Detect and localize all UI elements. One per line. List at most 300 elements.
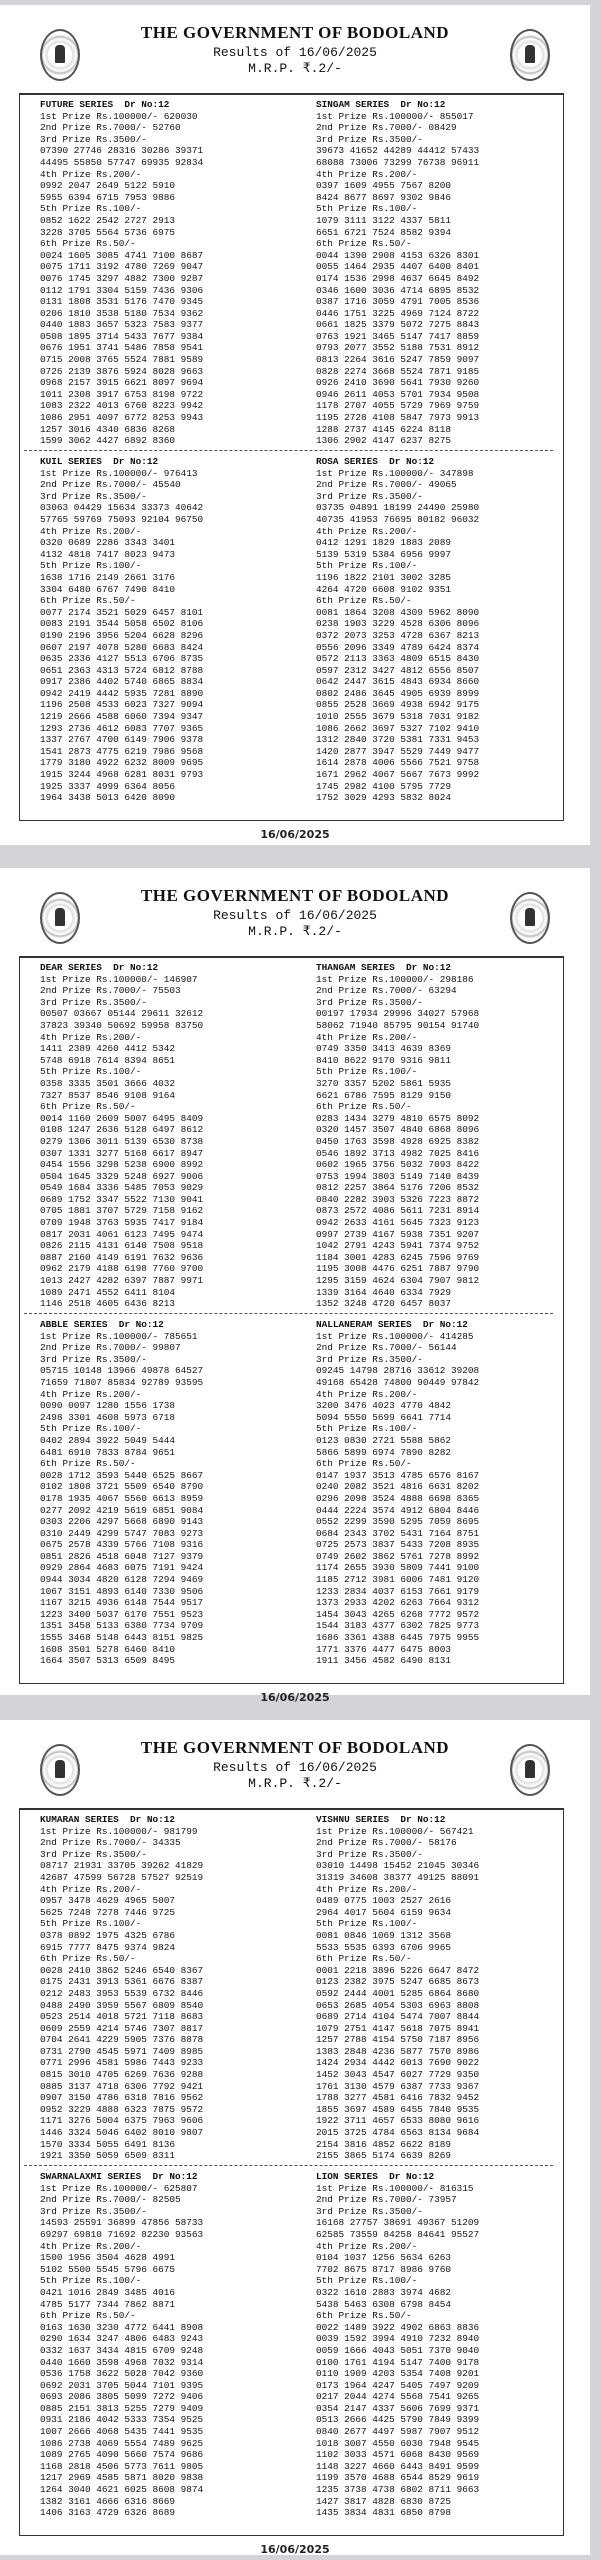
sixth-prize-numbers: 0450 1763 3598 4928 6925 8382 xyxy=(316,1135,480,1147)
sixth-prize-numbers: 1086 2662 3697 5327 7102 9410 xyxy=(316,722,480,734)
sixth-prize-numbers: 0320 1457 3507 4840 6868 8096 xyxy=(316,1124,480,1136)
fifth-prize-label: 5th Prize Rs.100/- xyxy=(40,203,142,215)
sixth-prize-numbers: 0513 2666 4425 5790 7849 9399 xyxy=(316,2414,480,2426)
sixth-prize-numbers: 0440 1660 3598 4968 7032 9314 xyxy=(40,2356,204,2368)
first-prize: 1st Prize Rs.100000/- 981799 xyxy=(40,1825,198,1837)
fourth-prize-label: 4th Prize Rs.200/- xyxy=(40,2240,142,2252)
third-prize-label: 3rd Prize Rs.3500/- xyxy=(316,133,423,145)
sixth-prize-numbers: 0446 1751 3225 4969 7124 8722 xyxy=(316,307,480,319)
sixth-prize-numbers: 0817 2031 4061 6123 7495 9474 xyxy=(40,1228,204,1240)
sixth-prize-numbers: 0488 2490 3959 5567 6809 8540 xyxy=(40,1999,204,2011)
sixth-prize-numbers: 0635 2336 4127 5513 6706 8735 xyxy=(40,653,204,665)
fifth-prize-numbers: 6481 6910 7833 8784 9651 xyxy=(40,1446,176,1458)
sixth-prize-numbers: 0173 1964 4247 5405 7497 9209 xyxy=(316,2379,480,2391)
fifth-prize-label: 5th Prize Rs.100/- xyxy=(316,1066,418,1078)
third-prize-numbers: 09245 14798 28716 33612 39208 xyxy=(316,1365,480,1377)
series-title: LION SERIES Dr No:12 xyxy=(316,2171,435,2182)
sixth-prize-numbers: 0931 2186 4042 5333 7354 9525 xyxy=(40,2414,204,2426)
sixth-prize-numbers: 0917 2386 4402 5740 6865 8834 xyxy=(40,676,204,688)
fifth-prize-numbers: 5866 5899 6974 7890 8282 xyxy=(316,1446,452,1458)
sixth-prize-numbers: 1086 2738 4069 5554 7489 9625 xyxy=(40,2437,204,2449)
first-prize: 1st Prize Rs.100000/- 146907 xyxy=(40,973,198,985)
sixth-prize-numbers: 1223 3400 5037 6170 7551 9523 xyxy=(40,1608,204,1620)
sixth-prize-numbers: 1351 3458 5133 6380 7734 9709 xyxy=(40,1620,204,1632)
results-table xyxy=(19,956,564,1684)
sixth-prize-numbers: 0692 2031 3705 5044 7101 9395 xyxy=(40,2379,204,2391)
third-prize-label: 3rd Prize Rs.3500/- xyxy=(40,996,147,1008)
series-title: ABBLE SERIES Dr No:12 xyxy=(40,1319,164,1330)
series-block-right xyxy=(316,962,479,1310)
sixth-prize-numbers: 0642 2447 3615 4843 6934 8660 xyxy=(316,676,480,688)
sixth-prize-numbers: 0715 2008 3765 5524 7881 9589 xyxy=(40,354,204,366)
third-prize-label: 3rd Prize Rs.3500/- xyxy=(316,1353,423,1365)
sixth-prize-numbers: 1352 3248 4720 6457 8037 xyxy=(316,1298,452,1310)
sixth-prize-numbers: 1167 3215 4936 6148 7544 9517 xyxy=(40,1597,204,1609)
sixth-prize-numbers: 0083 2191 3544 5058 6502 8106 xyxy=(40,618,204,630)
sixth-prize-numbers: 0753 1994 3803 5149 7140 8439 xyxy=(316,1170,480,1182)
sixth-prize-numbers: 0572 2113 3363 4809 6515 8430 xyxy=(316,653,480,665)
sixth-prize-numbers: 0296 2098 3524 4888 6698 8365 xyxy=(316,1492,480,1504)
fourth-prize-label: 4th Prize Rs.200/- xyxy=(40,1883,142,1895)
first-prize: 1st Prize Rs.100000/- 347898 xyxy=(316,467,474,479)
sixth-prize-numbers: 1264 3040 4621 6025 8608 9874 xyxy=(40,2484,204,2496)
series-title: VISHNU SERIES Dr No:12 xyxy=(316,1814,446,1825)
second-prize: 2nd Prize Rs.7000/- 82505 xyxy=(40,2194,181,2206)
sixth-prize-numbers: 1295 3159 4624 6304 7907 9812 xyxy=(316,1275,480,1287)
third-prize-numbers: 00507 03667 05144 29611 32612 xyxy=(40,1008,204,1020)
second-prize: 2nd Prize Rs.7000/- 75503 xyxy=(40,985,181,997)
sixth-prize-numbers: 0372 2073 3253 4728 6367 8213 xyxy=(316,629,480,641)
first-prize: 1st Prize Rs.100000/- 625807 xyxy=(40,2182,198,2194)
sixth-prize-numbers: 0283 1434 3279 4810 6575 8092 xyxy=(316,1112,480,1124)
sixth-prize-numbers: 0607 2197 4078 5280 6683 8424 xyxy=(40,641,204,653)
fourth-prize-label: 4th Prize Rs.200/- xyxy=(316,1388,418,1400)
sixth-prize-numbers: 0689 2714 4104 5474 7007 8844 xyxy=(316,2011,480,2023)
result-page xyxy=(0,1720,590,2555)
series-block-right xyxy=(316,1814,479,2162)
first-prize: 1st Prize Rs.100000/- 855017 xyxy=(316,110,474,122)
sixth-prize-numbers: 1146 2518 4605 6436 8213 xyxy=(40,1298,176,1310)
third-prize-label: 3rd Prize Rs.3500/- xyxy=(316,996,423,1008)
sixth-prize-numbers: 0828 2274 3668 5524 7871 9185 xyxy=(316,365,480,377)
sixth-prize-numbers: 0163 1630 3230 4772 6441 8908 xyxy=(40,2321,204,2333)
header-title: THE GOVERNMENT OF BODOLAND xyxy=(140,1738,450,1757)
third-prize-numbers: 08717 21931 33705 39262 41829 xyxy=(40,1860,204,1872)
sixth-prize-numbers: 1427 3817 4828 6830 8725 xyxy=(316,2495,452,2507)
fourth-prize-label: 4th Prize Rs.200/- xyxy=(316,1883,418,1895)
sixth-prize-numbers: 0076 1745 3297 4882 7300 9287 xyxy=(40,272,204,284)
sixth-prize-numbers: 0887 2160 4149 6191 7632 9636 xyxy=(40,1251,204,1263)
sixth-prize-numbers: 0592 2444 4001 5285 6864 8680 xyxy=(316,1987,480,1999)
sixth-prize-numbers: 0942 2419 4442 5935 7281 8890 xyxy=(40,687,204,699)
sixth-prize-numbers: 1911 3456 4582 6490 8131 xyxy=(316,1655,452,1667)
series-title: FUTURE SERIES Dr No:12 xyxy=(40,99,170,110)
sixth-prize-numbers: 1855 3697 4589 6455 7840 9535 xyxy=(316,2103,480,2115)
page-header xyxy=(0,5,590,93)
section-divider xyxy=(24,450,553,451)
sixth-prize-numbers: 0684 2343 3702 5431 7164 8751 xyxy=(316,1527,480,1539)
sixth-prize-numbers: 1010 2555 3679 5318 7031 9182 xyxy=(316,711,480,723)
first-prize: 1st Prize Rs.100000/- 620030 xyxy=(40,110,198,122)
sixth-prize-numbers: 1752 3029 4293 5832 8024 xyxy=(316,792,452,804)
third-prize-label: 3rd Prize Rs.3500/- xyxy=(40,490,147,502)
result-page xyxy=(0,5,590,845)
sixth-prize-numbers: 0942 2633 4161 5645 7323 9123 xyxy=(316,1217,480,1229)
sixth-prize-numbers: 1089 2765 4090 5660 7574 9686 xyxy=(40,2449,204,2461)
sixth-prize-label: 6th Prize Rs.50/- xyxy=(316,1101,412,1113)
fourth-prize-numbers: 0397 1609 4955 7567 8200 xyxy=(316,180,452,192)
third-prize-label: 3rd Prize Rs.3500/- xyxy=(40,2205,147,2217)
sixth-prize-numbers: 0693 2086 3805 5099 7272 9406 xyxy=(40,2391,204,2403)
footer-date: 16/06/2025 xyxy=(260,828,330,841)
second-prize: 2nd Prize Rs.7000/- 34335 xyxy=(40,1837,181,1849)
sixth-prize-numbers: 0108 1247 2636 5128 6497 8612 xyxy=(40,1124,204,1136)
fourth-prize-label: 4th Prize Rs.200/- xyxy=(316,168,418,180)
sixth-prize-numbers: 0028 2410 3862 5246 6540 8367 xyxy=(40,1964,204,1976)
sixth-prize-numbers: 1007 2666 4068 5435 7441 9535 xyxy=(40,2426,204,2438)
sixth-prize-numbers: 1925 3337 4999 6364 8056 xyxy=(40,780,176,792)
sixth-prize-numbers: 1195 3008 4476 6251 7887 9790 xyxy=(316,1263,480,1275)
sixth-prize-numbers: 0726 2139 3876 5924 8028 9663 xyxy=(40,365,204,377)
sixth-prize-numbers: 0290 1634 3247 4806 6483 9243 xyxy=(40,2333,204,2345)
sixth-prize-numbers: 1196 2508 4533 6023 7327 9094 xyxy=(40,699,204,711)
sixth-prize-numbers: 0100 1761 4194 5147 7400 9178 xyxy=(316,2356,480,2368)
fifth-prize-label: 5th Prize Rs.100/- xyxy=(316,560,418,572)
sixth-prize-numbers: 0602 1965 3756 5032 7093 8422 xyxy=(316,1159,480,1171)
fifth-prize-numbers: 3304 6480 6767 7490 8410 xyxy=(40,583,176,595)
sixth-prize-numbers: 0217 2044 4274 5568 7541 9265 xyxy=(316,2391,480,2403)
sixth-prize-numbers: 0077 2174 3521 5029 6457 8101 xyxy=(40,606,204,618)
fourth-prize-numbers: 3200 3476 4023 4770 4842 xyxy=(316,1400,452,1412)
sixth-prize-numbers: 0279 1306 3011 5139 6530 8738 xyxy=(40,1135,204,1147)
sixth-prize-numbers: 1184 3001 4283 6245 7596 9769 xyxy=(316,1251,480,1263)
fifth-prize-label: 5th Prize Rs.100/- xyxy=(316,203,418,215)
footer-date: 16/06/2025 xyxy=(260,1691,330,1704)
sixth-prize-numbers: 0851 2826 4518 6048 7127 9379 xyxy=(40,1550,204,1562)
third-prize-numbers: 16168 27757 38691 49367 51209 xyxy=(316,2217,480,2229)
third-prize-numbers: 68088 73006 73299 76738 96911 xyxy=(316,156,480,168)
sixth-prize-numbers: 0944 3034 4820 6128 7294 9469 xyxy=(40,1574,204,1586)
sixth-prize-label: 6th Prize Rs.50/- xyxy=(40,595,136,607)
sixth-prize-numbers: 0523 2514 4018 5721 7118 8683 xyxy=(40,2011,204,2023)
fifth-prize-numbers: 6915 7777 8475 9374 9824 xyxy=(40,1941,176,1953)
sixth-prize-label: 6th Prize Rs.50/- xyxy=(40,1953,136,1965)
sixth-prize-numbers: 1541 2873 4775 6219 7986 9568 xyxy=(40,745,204,757)
third-prize-numbers: 05715 10148 13966 49878 64527 xyxy=(40,1365,204,1377)
sixth-prize-numbers: 0332 1637 3434 4815 6709 9248 xyxy=(40,2344,204,2356)
sixth-prize-numbers: 0813 2264 3616 5247 7859 9097 xyxy=(316,354,480,366)
sixth-prize-numbers: 1217 2969 4585 5871 8020 9838 xyxy=(40,2472,204,2484)
fifth-prize-numbers: 6651 6721 7524 8582 9394 xyxy=(316,226,452,238)
series-title: ROSA SERIES Dr No:12 xyxy=(316,456,435,467)
fourth-prize-label: 4th Prize Rs.200/- xyxy=(40,1388,142,1400)
sixth-prize-numbers: 0709 1948 3763 5935 7417 9184 xyxy=(40,1217,204,1229)
sixth-prize-numbers: 1339 3164 4640 6334 7929 xyxy=(316,1286,452,1298)
sixth-prize-numbers: 0001 2218 3896 5226 6647 8472 xyxy=(316,1964,480,1976)
third-prize-numbers: 69297 69810 71692 82230 93563 xyxy=(40,2228,204,2240)
sixth-prize-numbers: 1079 2751 4147 5618 7075 8941 xyxy=(316,2022,480,2034)
fifth-prize-numbers: 4785 5177 7344 7862 8871 xyxy=(40,2298,176,2310)
sixth-prize-numbers: 1257 2788 4154 5750 7187 8956 xyxy=(316,2034,480,2046)
sixth-prize-numbers: 0907 3150 4786 6318 7816 9562 xyxy=(40,2092,204,2104)
third-prize-numbers: 00197 17934 29996 34027 57968 xyxy=(316,1008,480,1020)
fifth-prize-numbers: 1196 1822 2101 3002 3285 xyxy=(316,571,452,583)
sixth-prize-numbers: 1454 3043 4265 6268 7772 9572 xyxy=(316,1608,480,1620)
third-prize-numbers: 40735 41953 76695 80182 96032 xyxy=(316,513,480,525)
sixth-prize-numbers: 0793 2077 3552 5188 7531 8912 xyxy=(316,342,480,354)
first-prize: 1st Prize Rs.100000/- 298186 xyxy=(316,973,474,985)
fourth-prize-numbers: 0320 0689 2286 3343 3401 xyxy=(40,537,176,549)
page-header xyxy=(0,868,590,956)
sixth-prize-numbers: 0206 1810 3538 5180 7534 9362 xyxy=(40,307,204,319)
fourth-prize-numbers: 8424 8677 8697 9302 9846 xyxy=(316,191,452,203)
second-prize: 2nd Prize Rs.7000/- 56144 xyxy=(316,1342,457,1354)
series-title: KUMARAN SERIES Dr No:12 xyxy=(40,1814,176,1825)
sixth-prize-numbers: 1174 2655 3930 5809 7441 9100 xyxy=(316,1562,480,1574)
sixth-prize-numbers: 1435 3834 4831 6850 8798 xyxy=(316,2507,452,2519)
first-prize: 1st Prize Rs.100000/- 785651 xyxy=(40,1330,198,1342)
sixth-prize-numbers: 1257 3016 4340 6836 8268 xyxy=(40,423,176,435)
sixth-prize-label: 6th Prize Rs.50/- xyxy=(316,238,412,250)
sixth-prize-numbers: 0147 1937 3513 4785 6576 8167 xyxy=(316,1469,480,1481)
sixth-prize-numbers: 0873 2572 4086 5611 7231 8914 xyxy=(316,1205,480,1217)
sixth-prize-numbers: 0075 1711 3192 4780 7269 9047 xyxy=(40,261,204,273)
sixth-prize-numbers: 1608 3501 5278 6460 8410 xyxy=(40,1643,176,1655)
first-prize: 1st Prize Rs.100000/- 567421 xyxy=(316,1825,474,1837)
sixth-prize-numbers: 0968 2157 3915 6621 8097 9694 xyxy=(40,377,204,389)
fourth-prize-numbers: 1500 1956 3504 4628 4991 xyxy=(40,2252,176,2264)
header-results-date: Results of 16/06/2025 xyxy=(213,908,377,923)
section-divider xyxy=(24,2165,553,2166)
series-title: DEAR SERIES Dr No:12 xyxy=(40,962,159,973)
series-block-right xyxy=(316,456,479,804)
fifth-prize-numbers: 0322 1610 2883 3974 4682 xyxy=(316,2286,452,2298)
sixth-prize-numbers: 0238 1903 3229 4528 6306 8096 xyxy=(316,618,480,630)
second-prize: 2nd Prize Rs.7000/- 49065 xyxy=(316,479,457,491)
sixth-prize-numbers: 0024 1605 3085 4741 7100 8687 xyxy=(40,249,204,261)
sixth-prize-numbers: 0815 3010 4705 6269 7636 9288 xyxy=(40,2069,204,2081)
series-title: KUIL SERIES Dr No:12 xyxy=(40,456,159,467)
sixth-prize-numbers: 0689 1752 3347 5522 7130 9041 xyxy=(40,1193,204,1205)
sixth-prize-numbers: 1406 3163 4729 6326 8689 xyxy=(40,2507,176,2519)
fourth-prize-numbers: 2498 3301 4608 5973 6718 xyxy=(40,1411,176,1423)
sixth-prize-numbers: 0771 2996 4581 5986 7443 9233 xyxy=(40,2057,204,2069)
sixth-prize-numbers: 0675 2578 4339 5766 7108 9316 xyxy=(40,1539,204,1551)
sixth-prize-numbers: 1771 3376 4477 6475 8003 xyxy=(316,1643,452,1655)
sixth-prize-numbers: 0044 1390 2908 4153 6326 8301 xyxy=(316,249,480,261)
sixth-prize-numbers: 1544 3183 4377 6302 7825 9773 xyxy=(316,1620,480,1632)
fifth-prize-numbers: 1638 1716 2149 2661 3176 xyxy=(40,571,176,583)
sixth-prize-numbers: 0840 2282 3903 5326 7223 8872 xyxy=(316,1193,480,1205)
sixth-prize-label: 6th Prize Rs.50/- xyxy=(40,2310,136,2322)
fifth-prize-numbers: 0378 0892 1975 4325 6786 xyxy=(40,1929,176,1941)
sixth-prize-numbers: 0725 2573 3837 5433 7208 8935 xyxy=(316,1539,480,1551)
sixth-prize-numbers: 0240 2082 3521 4816 6631 8202 xyxy=(316,1481,480,1493)
sixth-prize-numbers: 0840 2677 4497 5987 7907 9512 xyxy=(316,2426,480,2438)
sixth-prize-numbers: 1761 3130 4579 6387 7733 9367 xyxy=(316,2080,480,2092)
sixth-prize-numbers: 1788 3277 4581 6416 7832 9452 xyxy=(316,2092,480,2104)
sixth-prize-numbers: 0705 1881 3707 5729 7158 9162 xyxy=(40,1205,204,1217)
sixth-prize-numbers: 1570 3334 5055 6491 8136 xyxy=(40,2138,176,2150)
results-table xyxy=(19,1808,564,2536)
sixth-prize-numbers: 1922 3711 4657 6533 8080 9616 xyxy=(316,2115,480,2127)
sixth-prize-numbers: 1555 3468 5148 6443 8151 9825 xyxy=(40,1632,204,1644)
sixth-prize-numbers: 0536 1758 3622 5028 7042 9360 xyxy=(40,2368,204,2380)
sixth-prize-numbers: 1235 3738 4738 6802 8711 9663 xyxy=(316,2484,480,2496)
fourth-prize-numbers: 0992 2047 2649 5122 5910 xyxy=(40,180,176,192)
sixth-prize-numbers: 1219 2666 4588 6060 7394 9347 xyxy=(40,711,204,723)
sixth-prize-numbers: 0549 1684 3336 5485 7053 9029 xyxy=(40,1182,204,1194)
fifth-prize-label: 5th Prize Rs.100/- xyxy=(316,2275,418,2287)
sixth-prize-numbers: 0444 2224 3574 4912 6804 8446 xyxy=(316,1504,480,1516)
fifth-prize-numbers: 4264 4720 6608 9102 9351 xyxy=(316,583,452,595)
header-mrp: M.R.P. ₹.2/- xyxy=(248,924,342,939)
sixth-prize-numbers: 0929 2864 4683 6075 7191 9424 xyxy=(40,1562,204,1574)
header-mrp: M.R.P. ₹.2/- xyxy=(248,61,342,76)
fourth-prize-label: 4th Prize Rs.200/- xyxy=(40,168,142,180)
third-prize-numbers: 07390 27746 28316 30286 39371 xyxy=(40,145,204,157)
sixth-prize-numbers: 0609 2559 4214 5746 7307 8817 xyxy=(40,2022,204,2034)
sixth-prize-numbers: 0597 2312 3427 4812 6556 8507 xyxy=(316,664,480,676)
series-block-right xyxy=(316,1319,479,1667)
sixth-prize-numbers: 0556 2096 3349 4789 6424 8374 xyxy=(316,641,480,653)
sixth-prize-numbers: 1424 2934 4442 6013 7690 9022 xyxy=(316,2057,480,2069)
sixth-prize-numbers: 1089 2471 4552 6411 8104 xyxy=(40,1286,176,1298)
sixth-prize-numbers: 0014 1160 2609 5007 6495 8409 xyxy=(40,1112,204,1124)
fourth-prize-label: 4th Prize Rs.200/- xyxy=(316,1031,418,1043)
sixth-prize-numbers: 2015 3725 4784 6563 8134 9684 xyxy=(316,2127,480,2139)
second-prize: 2nd Prize Rs.7000/- 63294 xyxy=(316,985,457,997)
second-prize: 2nd Prize Rs.7000/- 08429 xyxy=(316,122,457,134)
sixth-prize-numbers: 1779 3180 4922 6232 8009 9695 xyxy=(40,757,204,769)
fifth-prize-label: 5th Prize Rs.100/- xyxy=(40,2275,142,2287)
sixth-prize-numbers: 1083 2322 4013 6760 8223 9942 xyxy=(40,400,204,412)
sixth-prize-numbers: 0885 2151 3813 5255 7279 9409 xyxy=(40,2402,204,2414)
series-title: THANGAM SERIES Dr No:12 xyxy=(316,962,452,973)
fifth-prize-label: 5th Prize Rs.100/- xyxy=(40,1423,142,1435)
sixth-prize-numbers: 0123 2382 3975 5247 6685 8673 xyxy=(316,1976,480,1988)
third-prize-numbers: 44495 55850 57747 69935 92834 xyxy=(40,156,204,168)
sixth-prize-numbers: 0178 1935 4067 5560 6613 8959 xyxy=(40,1492,204,1504)
fourth-prize-numbers: 0489 0775 1003 2527 2616 xyxy=(316,1895,452,1907)
fifth-prize-numbers: 0081 0846 1069 1312 3568 xyxy=(316,1929,452,1941)
fourth-prize-numbers: 5748 6918 7614 8394 8651 xyxy=(40,1054,176,1066)
fifth-prize-label: 5th Prize Rs.100/- xyxy=(40,1918,142,1930)
fourth-prize-numbers: 5102 5500 5545 5796 6675 xyxy=(40,2263,176,2275)
sixth-prize-numbers: 1599 3062 4427 6892 8360 xyxy=(40,435,176,447)
sixth-prize-numbers: 0885 3137 4718 6306 7792 9421 xyxy=(40,2080,204,2092)
sixth-prize-numbers: 1067 3151 4893 6140 7330 9506 xyxy=(40,1585,204,1597)
sixth-prize-numbers: 1671 2962 4067 5667 7673 9992 xyxy=(316,769,480,781)
third-prize-numbers: 62585 73559 84258 84641 95527 xyxy=(316,2228,480,2240)
third-prize-numbers: 57765 59769 75093 92104 96750 xyxy=(40,513,204,525)
fifth-prize-label: 5th Prize Rs.100/- xyxy=(316,1423,418,1435)
sixth-prize-numbers: 1148 3227 4660 6443 8491 9599 xyxy=(316,2460,480,2472)
sixth-prize-numbers: 0508 1895 3714 5433 7677 9384 xyxy=(40,330,204,342)
sixth-prize-numbers: 1288 2737 4145 6224 8118 xyxy=(316,423,452,435)
fifth-prize-label: 5th Prize Rs.100/- xyxy=(40,560,142,572)
sixth-prize-numbers: 1614 2878 4006 5566 7521 9758 xyxy=(316,757,480,769)
second-prize: 2nd Prize Rs.7000/- 73957 xyxy=(316,2194,457,2206)
sixth-prize-numbers: 0277 2092 4219 5619 6851 9084 xyxy=(40,1504,204,1516)
sixth-prize-numbers: 0504 1645 3329 5248 6927 9006 xyxy=(40,1170,204,1182)
sixth-prize-numbers: 0112 1791 3304 5159 7436 9306 xyxy=(40,284,204,296)
fourth-prize-numbers: 2964 4017 5604 6159 9634 xyxy=(316,1906,452,1918)
sixth-prize-numbers: 0175 2431 3913 5361 6676 8387 xyxy=(40,1976,204,1988)
header-title: THE GOVERNMENT OF BODOLAND xyxy=(140,23,450,42)
results-table xyxy=(19,93,564,821)
third-prize-numbers: 14593 25591 36899 47856 58733 xyxy=(40,2217,204,2229)
fourth-prize-numbers: 5094 5550 5699 6641 7714 xyxy=(316,1411,452,1423)
sixth-prize-numbers: 0307 1331 3277 5168 6617 8947 xyxy=(40,1147,204,1159)
section-divider xyxy=(24,1313,553,1314)
sixth-prize-numbers: 0946 2611 4053 5701 7934 9508 xyxy=(316,388,480,400)
series-title: NALLANERAM SERIES Dr No:12 xyxy=(316,1319,468,1330)
sixth-prize-numbers: 0212 2483 3953 5539 6732 8446 xyxy=(40,1987,204,1999)
sixth-prize-numbers: 0855 2528 3669 4938 6942 9175 xyxy=(316,699,480,711)
fifth-prize-numbers: 7327 8537 8546 9108 9164 xyxy=(40,1089,176,1101)
fourth-prize-numbers: 4132 4818 7417 8023 9473 xyxy=(40,548,176,560)
fourth-prize-numbers: 5139 5319 5384 6956 9997 xyxy=(316,548,452,560)
sixth-prize-numbers: 0440 1883 3657 5323 7583 9377 xyxy=(40,319,204,331)
sixth-prize-numbers: 1178 2707 4055 5729 7969 9759 xyxy=(316,400,480,412)
sixth-prize-numbers: 1964 3438 5013 6420 8090 xyxy=(40,792,176,804)
series-block-left xyxy=(40,456,203,804)
fourth-prize-numbers: 7702 8675 8717 8986 9760 xyxy=(316,2263,452,2275)
sixth-prize-numbers: 0022 1489 3922 4902 6863 8836 xyxy=(316,2321,480,2333)
third-prize-label: 3rd Prize Rs.3500/- xyxy=(40,133,147,145)
fourth-prize-label: 4th Prize Rs.200/- xyxy=(316,2240,418,2252)
sixth-prize-numbers: 0110 1909 4203 5354 7408 9201 xyxy=(316,2368,480,2380)
sixth-prize-numbers: 0997 2739 4167 5938 7351 9207 xyxy=(316,1228,480,1240)
first-prize: 1st Prize Rs.100000/- 414285 xyxy=(316,1330,474,1342)
second-prize: 2nd Prize Rs.7000/- 99807 xyxy=(40,1342,181,1354)
fourth-prize-numbers: 8410 8622 9170 9316 9811 xyxy=(316,1054,452,1066)
header-mrp: M.R.P. ₹.2/- xyxy=(248,1776,342,1791)
sixth-prize-numbers: 1018 3007 4550 6030 7948 9545 xyxy=(316,2437,480,2449)
second-prize: 2nd Prize Rs.7000/- 45540 xyxy=(40,479,181,491)
sixth-prize-numbers: 0310 2449 4299 5747 7083 9273 xyxy=(40,1527,204,1539)
sixth-prize-numbers: 1011 2308 3917 6753 8198 9722 xyxy=(40,388,204,400)
third-prize-numbers: 03063 04429 15634 33373 40642 xyxy=(40,502,204,514)
third-prize-label: 3rd Prize Rs.3500/- xyxy=(40,1353,147,1365)
fourth-prize-numbers: 0412 1291 1829 1883 2089 xyxy=(316,537,452,549)
first-prize: 1st Prize Rs.100000/- 976413 xyxy=(40,467,198,479)
sixth-prize-numbers: 0661 1825 3379 5072 7275 8843 xyxy=(316,319,480,331)
sixth-prize-numbers: 0653 2685 4054 5303 6963 8808 xyxy=(316,1999,480,2011)
fifth-prize-numbers: 0852 1622 2542 2727 2913 xyxy=(40,214,176,226)
sixth-prize-label: 6th Prize Rs.50/- xyxy=(316,1458,412,1470)
sixth-prize-numbers: 1686 3361 4388 6445 7975 9955 xyxy=(316,1632,480,1644)
series-block-left xyxy=(40,99,203,447)
sixth-prize-label: 6th Prize Rs.50/- xyxy=(316,595,412,607)
third-prize-numbers: 31319 34608 38377 49125 88091 xyxy=(316,1871,480,1883)
fifth-prize-numbers: 0402 2894 3922 5049 5444 xyxy=(40,1434,176,1446)
fifth-prize-numbers: 0123 0830 2721 5588 5862 xyxy=(316,1434,452,1446)
header-results-date: Results of 16/06/2025 xyxy=(213,45,377,60)
third-prize-numbers: 49168 65428 74800 90449 97842 xyxy=(316,1376,480,1388)
sixth-prize-numbers: 0926 2410 3690 5641 7930 9260 xyxy=(316,377,480,389)
third-prize-numbers: 71659 71807 85834 92789 93595 xyxy=(40,1376,204,1388)
sixth-prize-numbers: 0303 2206 4297 5668 6890 9143 xyxy=(40,1516,204,1528)
sixth-prize-numbers: 0354 2147 4337 5606 7699 9371 xyxy=(316,2402,480,2414)
sixth-prize-numbers: 1312 2840 3720 5381 7331 9453 xyxy=(316,734,480,746)
series-block-left xyxy=(40,962,203,1310)
sixth-prize-numbers: 0028 1712 3593 5440 6525 8667 xyxy=(40,1469,204,1481)
sixth-prize-numbers: 1382 3161 4666 6316 8669 xyxy=(40,2495,176,2507)
third-prize-numbers: 37823 39340 50692 59958 83750 xyxy=(40,1019,204,1031)
fifth-prize-numbers: 1079 3111 3122 4337 5811 xyxy=(316,214,452,226)
